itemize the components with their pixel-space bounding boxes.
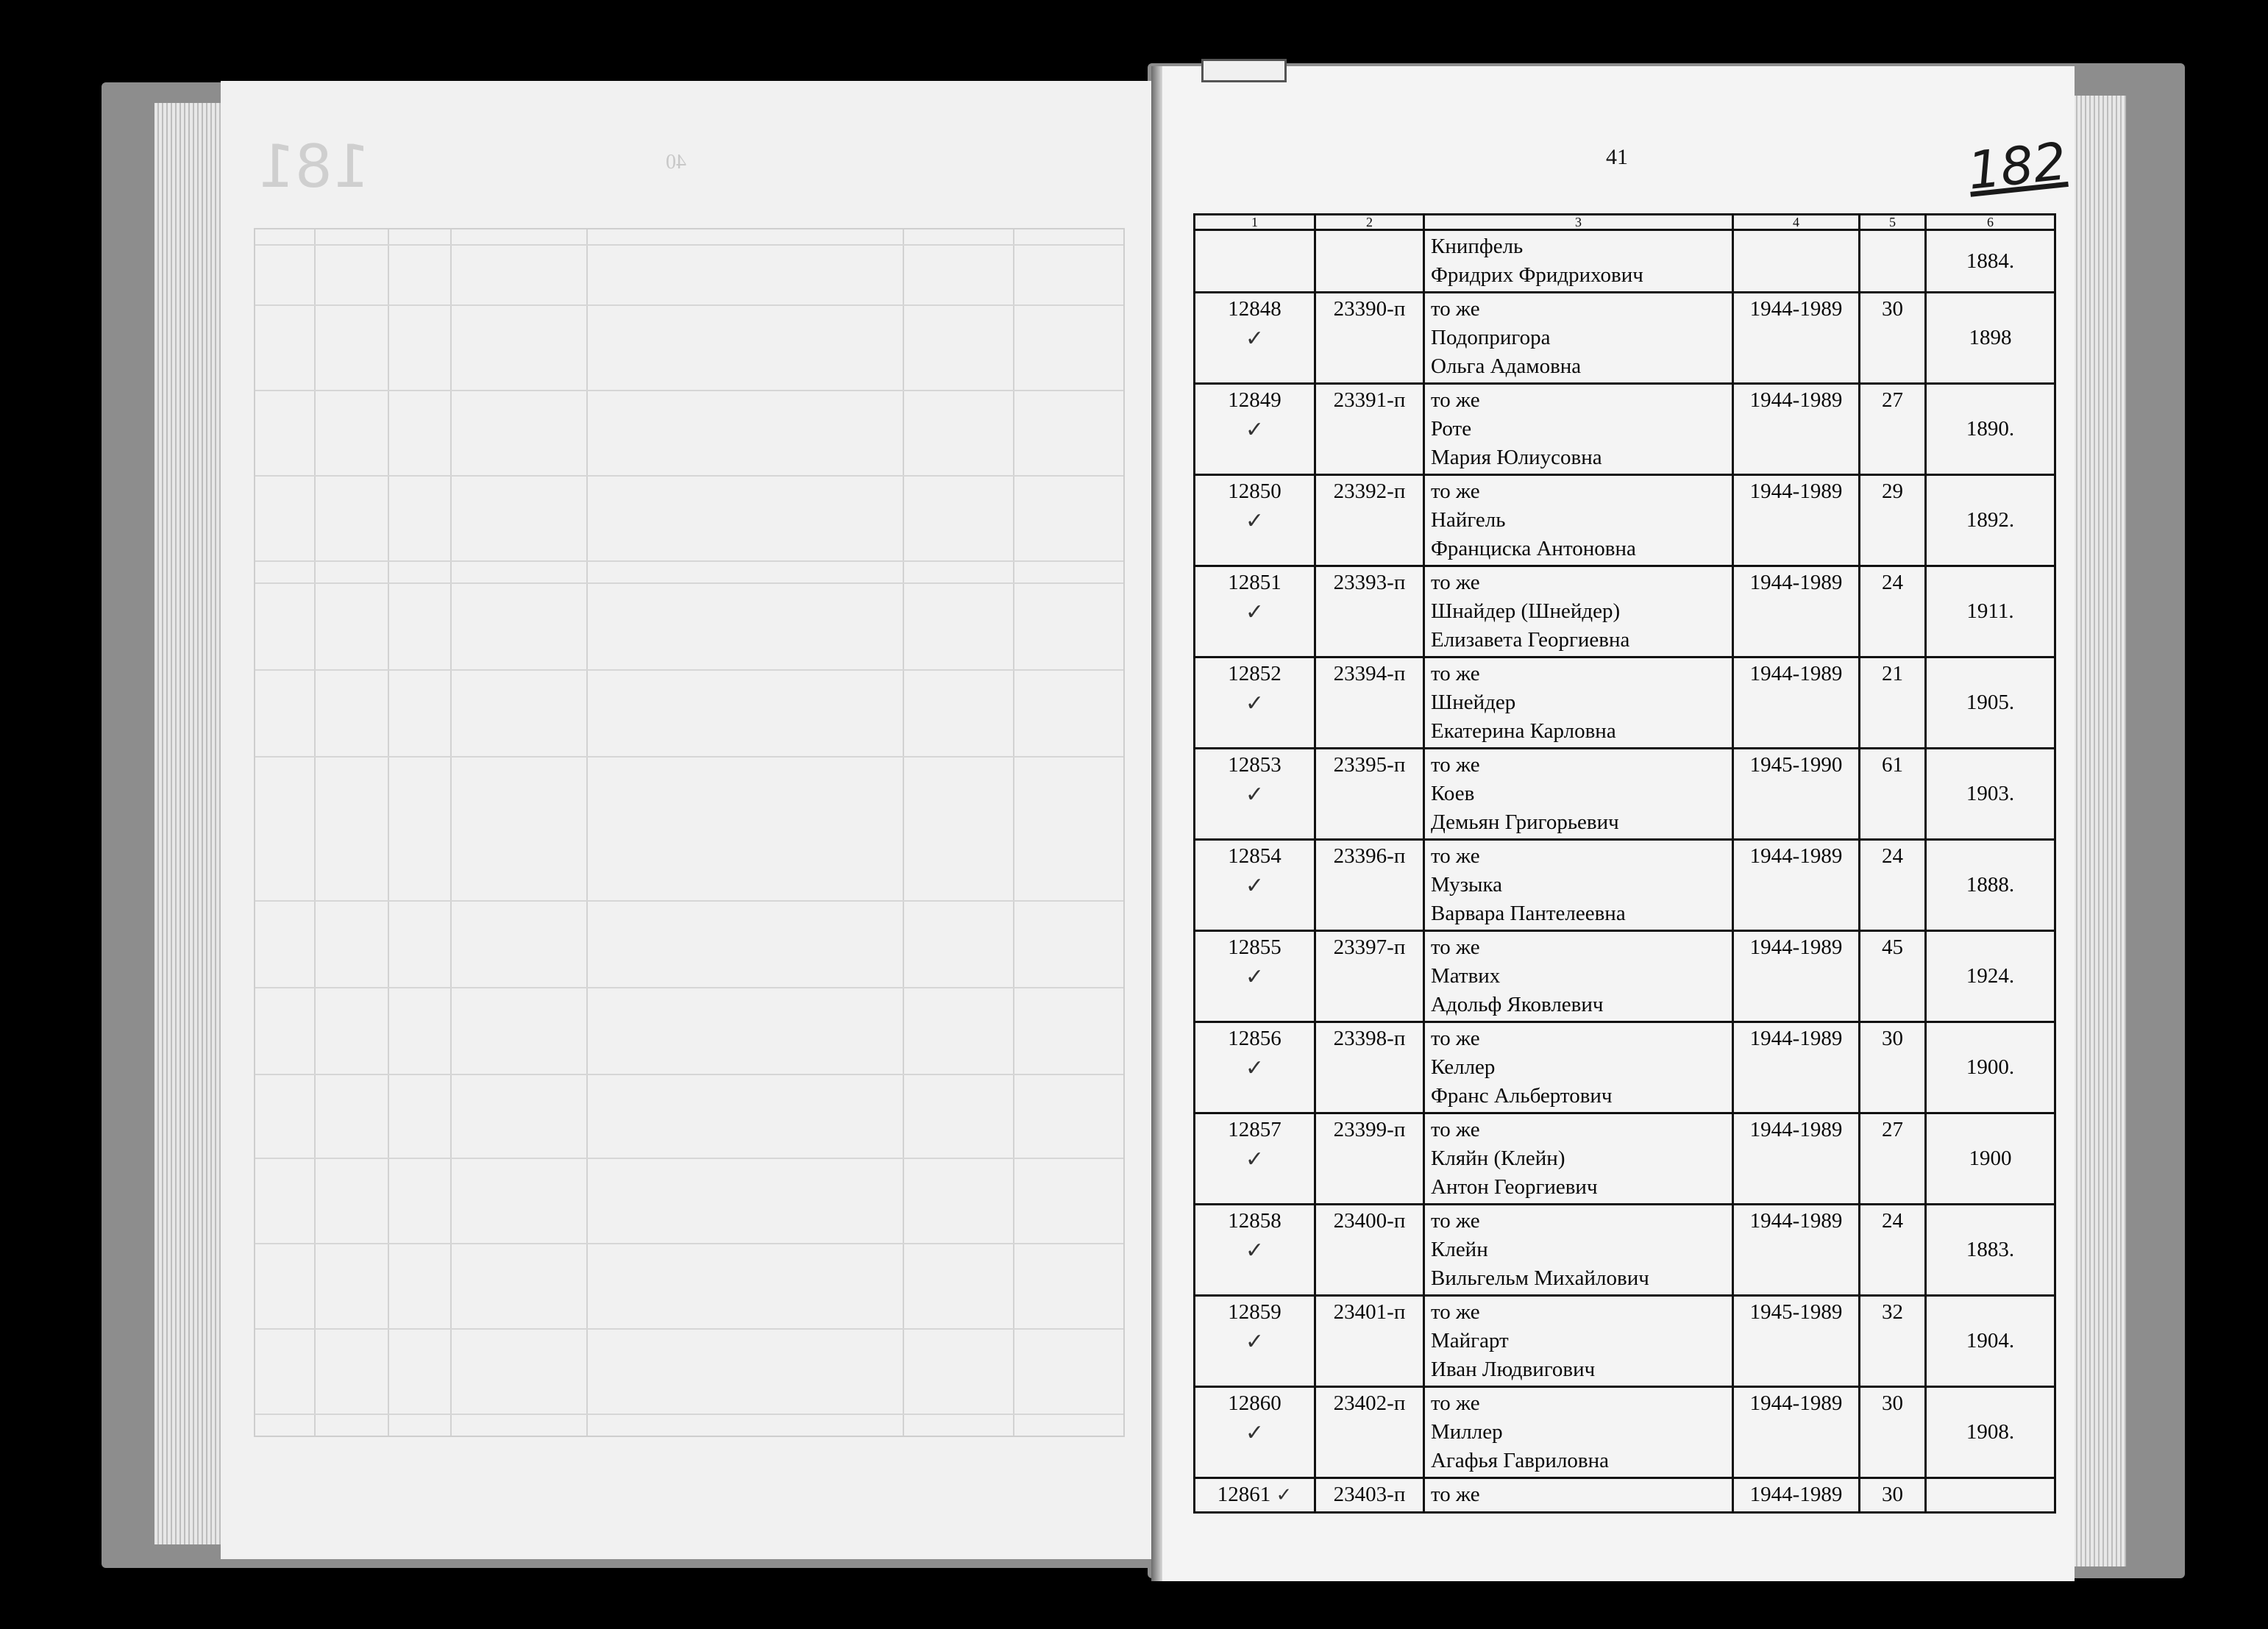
reference: то же — [1431, 844, 1480, 868]
reference: то же — [1431, 1209, 1480, 1233]
sheet-count: 30 — [1860, 293, 1926, 384]
birth-year: 1900 — [1926, 1113, 2055, 1205]
table-row — [1195, 1387, 2055, 1478]
record-number: 12848 — [1228, 297, 1281, 321]
file-code: 23400-п — [1315, 1205, 1424, 1296]
table-row — [1195, 1113, 2055, 1205]
check-mark-icon: ✓ — [1245, 873, 1265, 899]
sheet-count: 24 — [1860, 840, 1926, 931]
table-row — [1195, 475, 2055, 566]
year-range: 1944-1989 — [1733, 657, 1860, 749]
surname: Майгарт — [1431, 1329, 1509, 1352]
file-code: 23392-п — [1315, 475, 1424, 566]
birth-year: 1883. — [1926, 1205, 2055, 1296]
record-number: 12852 — [1228, 662, 1281, 685]
record-number: 12861 — [1217, 1483, 1271, 1506]
column-header-row — [1195, 215, 2055, 230]
year-range: 1944-1989 — [1733, 1387, 1860, 1478]
given-name: Мария Юлиусовна — [1431, 446, 1602, 469]
file-code: 23397-п — [1315, 931, 1424, 1022]
sheet-count: 30 — [1860, 1022, 1926, 1113]
check-mark-icon: ✓ — [1245, 1238, 1265, 1263]
column-header-3: 3 — [1424, 215, 1733, 230]
birth-year: 1908. — [1926, 1387, 2055, 1478]
surname: Матвих — [1431, 964, 1501, 988]
reference: то же — [1431, 1118, 1480, 1141]
sheet-count: 21 — [1860, 657, 1926, 749]
table-row — [1195, 1478, 2055, 1513]
table-row — [1195, 657, 2055, 749]
table-row — [1195, 1205, 2055, 1296]
year-range: 1944-1989 — [1733, 566, 1860, 657]
surname: Миллер — [1431, 1420, 1503, 1444]
birth-year: 1903. — [1926, 749, 2055, 840]
table-row — [1195, 1296, 2055, 1387]
given-name: Ольга Адамовна — [1431, 354, 1582, 378]
table-row — [1195, 1022, 2055, 1113]
surname: Подопригора — [1431, 326, 1551, 349]
given-name: Демьян Григорьевич — [1431, 810, 1619, 834]
check-mark-icon: ✓ — [1245, 964, 1265, 990]
surname: Найгель — [1431, 508, 1506, 532]
file-code: 23399-п — [1315, 1113, 1424, 1205]
record-number: 12854 — [1228, 844, 1281, 868]
year-range: 1945-1989 — [1733, 1296, 1860, 1387]
given-name: Иван Людвигович — [1431, 1358, 1596, 1381]
sheet-count: 29 — [1860, 475, 1926, 566]
check-mark-icon: ✓ — [1276, 1484, 1293, 1506]
file-code: 23390-п — [1315, 293, 1424, 384]
reference: то же — [1431, 662, 1480, 685]
birth-year: 1904. — [1926, 1296, 2055, 1387]
check-mark-icon: ✓ — [1245, 1147, 1265, 1172]
surname: Книпфель — [1431, 235, 1524, 258]
corner-stamp — [1201, 59, 1287, 82]
surname: Шнейдер — [1431, 691, 1516, 714]
record-number: 12855 — [1228, 935, 1281, 959]
record-number: 12856 — [1228, 1027, 1281, 1050]
check-mark-icon: ✓ — [1245, 417, 1265, 443]
year-range: 1944-1989 — [1733, 1205, 1860, 1296]
reference: то же — [1431, 935, 1480, 959]
check-mark-icon: ✓ — [1245, 599, 1265, 625]
reference: то же — [1431, 1391, 1480, 1415]
year-range: 1944-1989 — [1733, 384, 1860, 475]
reference: то же — [1424, 1478, 1733, 1513]
table-row — [1195, 931, 2055, 1022]
birth-year: 1905. — [1926, 657, 2055, 749]
given-name: Екатерина Карловна — [1431, 719, 1616, 743]
given-name: Фридрих Фридрихович — [1431, 263, 1643, 287]
table-row — [1195, 749, 2055, 840]
given-name: Вильгельм Михайлович — [1431, 1266, 1649, 1290]
sheet-count: 61 — [1860, 749, 1926, 840]
record-number: 12853 — [1228, 753, 1281, 777]
record-number: 12851 — [1228, 571, 1281, 594]
surname: Роте — [1431, 417, 1472, 441]
year-range: 1945-1990 — [1733, 749, 1860, 840]
record-number: 12849 — [1228, 388, 1281, 412]
file-code: 23403-п — [1315, 1478, 1424, 1513]
file-code: 23396-п — [1315, 840, 1424, 931]
birth-year: 1924. — [1926, 931, 2055, 1022]
check-mark-icon: ✓ — [1245, 326, 1265, 352]
table-row — [1195, 566, 2055, 657]
reference: то же — [1431, 1300, 1480, 1324]
surname: Клейн — [1431, 1238, 1488, 1261]
birth-year: 1900. — [1926, 1022, 2055, 1113]
file-code: 23391-п — [1315, 384, 1424, 475]
check-mark-icon: ✓ — [1245, 508, 1265, 534]
file-code: 23402-п — [1315, 1387, 1424, 1478]
reference: то же — [1431, 388, 1480, 412]
sheet-count: 30 — [1860, 1387, 1926, 1478]
sheet-count: 24 — [1860, 566, 1926, 657]
reference: то же — [1431, 571, 1480, 594]
bleed-through-page-number: 40 — [666, 151, 686, 174]
sheet-count: 27 — [1860, 384, 1926, 475]
given-name: Антон Георгиевич — [1431, 1175, 1598, 1199]
record-number: 12850 — [1228, 480, 1281, 503]
surname: Музыка — [1431, 873, 1503, 897]
year-range: 1944-1989 — [1733, 1022, 1860, 1113]
file-code: 23395-п — [1315, 749, 1424, 840]
column-header-1: 1 — [1195, 215, 1315, 230]
reference: то же — [1431, 297, 1480, 321]
handwritten-folio-number: 182 — [1965, 131, 2069, 202]
table-row — [1195, 384, 2055, 475]
column-header-5: 5 — [1860, 215, 1926, 230]
birth-year: 1911. — [1926, 566, 2055, 657]
birth-year: 1898 — [1926, 293, 2055, 384]
birth-year: 1890. — [1926, 384, 2055, 475]
file-code: 23401-п — [1315, 1296, 1424, 1387]
sheet-count: 27 — [1860, 1113, 1926, 1205]
surname: Коев — [1431, 782, 1475, 805]
birth-year: 1888. — [1926, 840, 2055, 931]
sheet-count: 32 — [1860, 1296, 1926, 1387]
birth-year: 1884. — [1926, 230, 2055, 293]
record-number: 12858 — [1228, 1209, 1281, 1233]
year-range: 1944-1989 — [1733, 840, 1860, 931]
sheet-count: 30 — [1860, 1478, 1926, 1513]
reference: то же — [1431, 480, 1480, 503]
record-number: 12857 — [1228, 1118, 1281, 1141]
check-mark-icon: ✓ — [1245, 691, 1265, 716]
file-code: 23398-п — [1315, 1022, 1424, 1113]
given-name: Варвара Пантелеевна — [1431, 902, 1626, 925]
file-code: 23393-п — [1315, 566, 1424, 657]
file-code: 23394-п — [1315, 657, 1424, 749]
sheet-count: 24 — [1860, 1205, 1926, 1296]
reference: то же — [1431, 753, 1480, 777]
year-range: 1944-1989 — [1733, 1478, 1860, 1513]
sheet-count: 45 — [1860, 931, 1926, 1022]
given-name: Агафья Гавриловна — [1431, 1449, 1609, 1472]
record-number: 12860 — [1228, 1391, 1281, 1415]
bleed-through-folio: 181 — [257, 132, 370, 201]
check-mark-icon: ✓ — [1245, 1055, 1265, 1081]
column-header-4: 4 — [1733, 215, 1860, 230]
given-name: Франс Альбертович — [1431, 1084, 1613, 1108]
table-row — [1195, 840, 2055, 931]
given-name: Франциска Антоновна — [1431, 537, 1636, 560]
column-header-2: 2 — [1315, 215, 1424, 230]
birth-year: 1892. — [1926, 475, 2055, 566]
year-range: 1944-1989 — [1733, 1113, 1860, 1205]
year-range: 1944-1989 — [1733, 931, 1860, 1022]
check-mark-icon: ✓ — [1245, 782, 1265, 808]
check-mark-icon: ✓ — [1245, 1329, 1265, 1355]
register-table — [1193, 213, 2056, 1514]
surname: Шнайдер (Шнейдер) — [1431, 599, 1621, 623]
given-name: Адольф Яковлевич — [1431, 993, 1604, 1016]
bleed-through-table — [254, 228, 1125, 1437]
page-number: 41 — [1606, 145, 1628, 169]
table-row — [1195, 230, 2055, 293]
surname: Келлер — [1431, 1055, 1496, 1079]
column-header-6: 6 — [1926, 215, 2055, 230]
table-row — [1195, 293, 2055, 384]
surname: Кляйн (Клейн) — [1431, 1147, 1565, 1170]
given-name: Елизавета Георгиевна — [1431, 628, 1630, 652]
record-number: 12859 — [1228, 1300, 1281, 1324]
check-mark-icon: ✓ — [1245, 1420, 1265, 1446]
year-range: 1944-1989 — [1733, 293, 1860, 384]
year-range: 1944-1989 — [1733, 475, 1860, 566]
reference: то же — [1431, 1027, 1480, 1050]
